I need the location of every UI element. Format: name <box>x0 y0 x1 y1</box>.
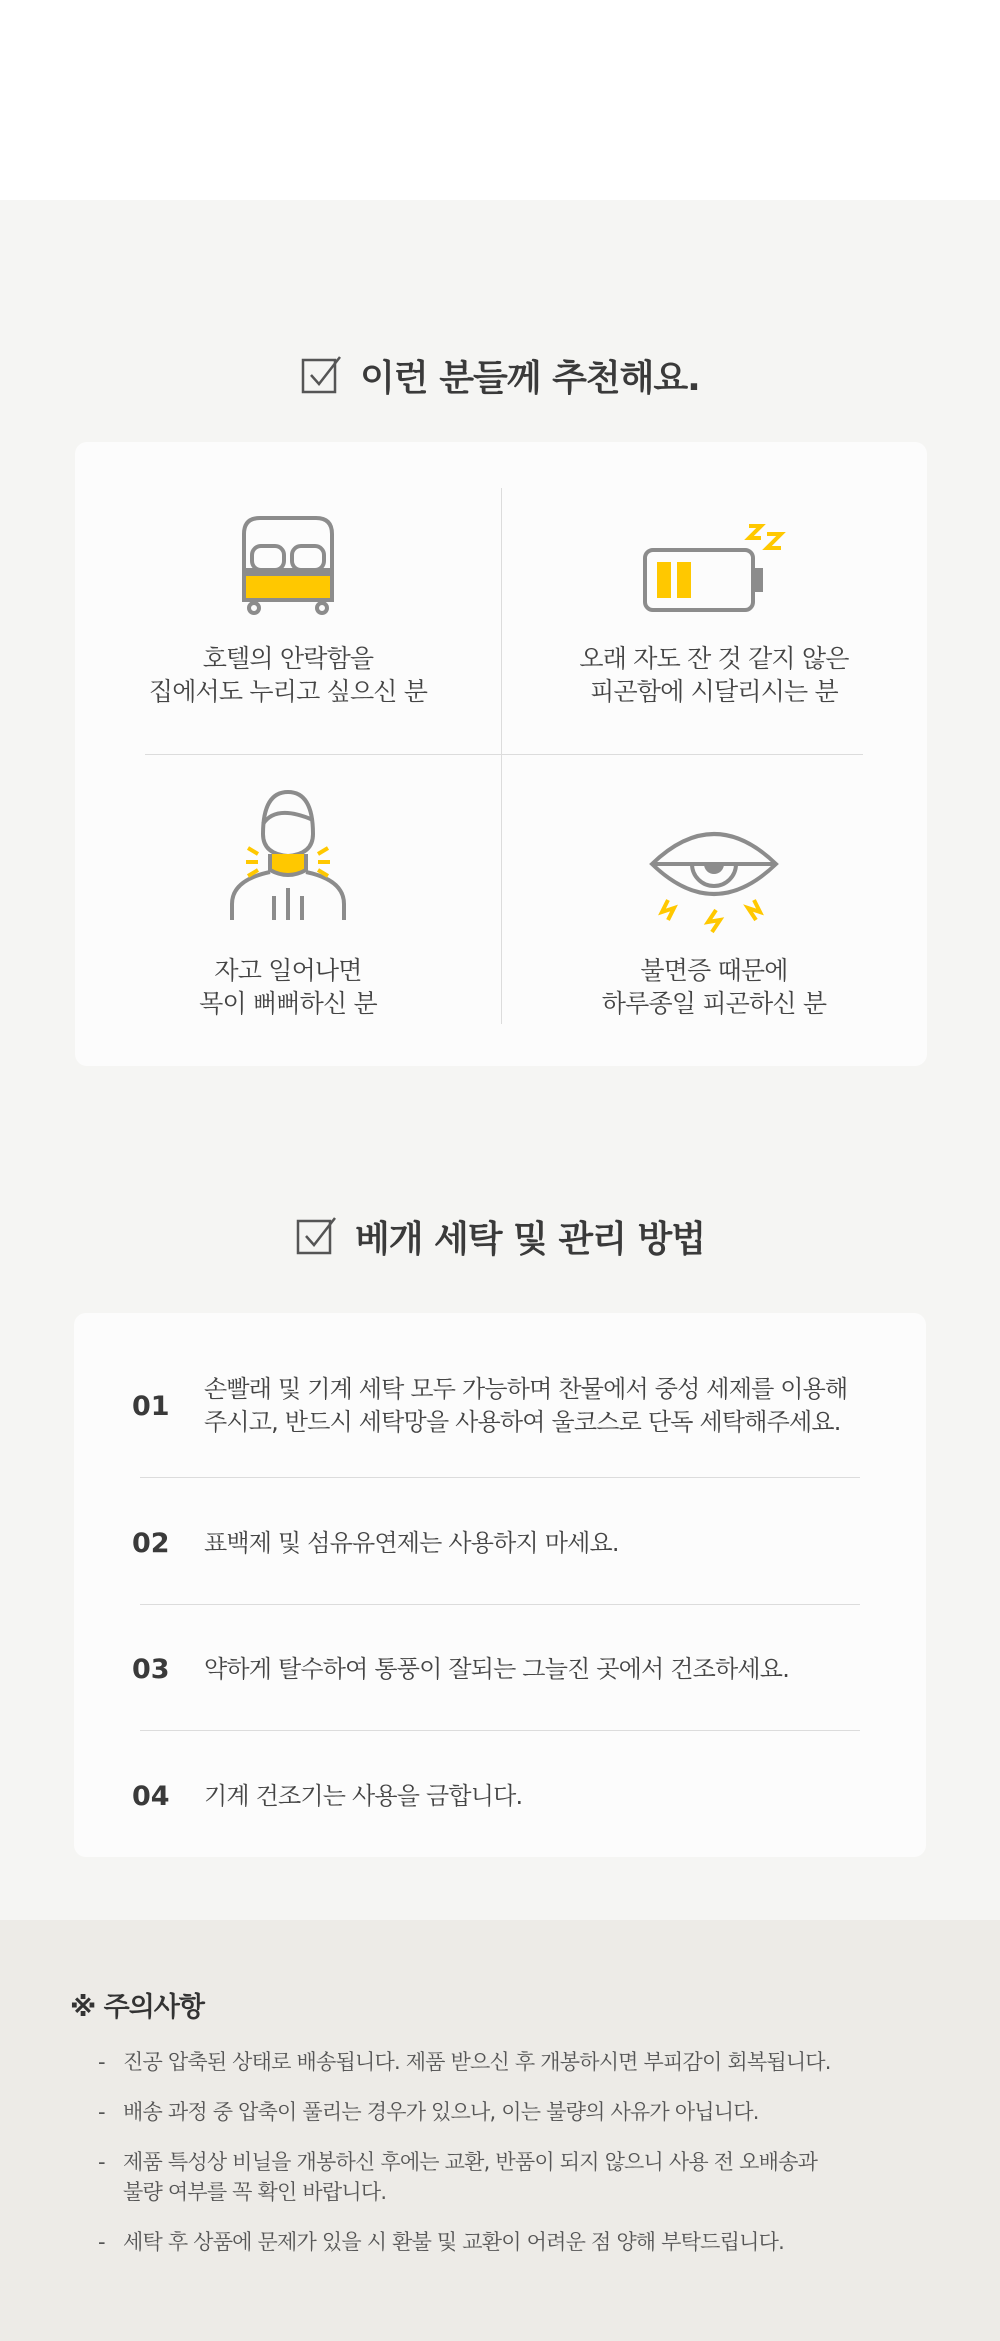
recommend-title <box>0 345 1000 405</box>
care-step-number: 04 <box>132 1780 170 1812</box>
divider <box>140 1604 860 1605</box>
care-title <box>0 1206 1000 1266</box>
care-step <box>74 1649 926 1689</box>
recommend-section <box>0 200 1000 1920</box>
divider <box>140 1730 860 1731</box>
notice-section <box>0 1920 1000 2341</box>
care-title-text: 베개 세탁 및 관리 방법 <box>354 1218 706 1260</box>
notice-item: - 진공 압축된 상태로 배송됩니다. 제품 받으신 후 개봉하시면 부피감이 회복됩니다. <box>98 2047 898 2077</box>
tired-eye-icon <box>644 824 784 934</box>
care-step-number: 02 <box>132 1527 170 1559</box>
care-step-text: 손빨래 및 기계 세탁 모두 가능하며 찬물에서 중성 세제를 이용해 주시고, 반드시 세탁망을 사용하여 울코스로 단독 세탁해주세요. <box>204 1375 848 1436</box>
care-step <box>74 1523 926 1563</box>
low-battery-icon <box>639 520 789 616</box>
notice-item: - 배송 과정 중 압축이 풀리는 경우가 있으나, 이는 불량의 사유가 아닙니다. <box>98 2097 898 2127</box>
recommend-item-text: 오래 자도 잔 것 같지 않은 피곤함에 시달리시는 분 <box>579 644 849 706</box>
recommend-item <box>501 754 927 1066</box>
care-title-wrap <box>0 1206 1000 1266</box>
care-step-text: 약하게 탈수하여 통풍이 잘되는 그늘진 곳에서 건조하세요. <box>204 1654 790 1683</box>
recommend-item-text: 자고 일어나면 목이 뻐뻐하신 분 <box>199 956 377 1018</box>
recommend-item <box>75 754 501 1066</box>
neck-pain-icon <box>218 784 358 924</box>
bed-icon <box>236 512 340 616</box>
care-card <box>74 1313 926 1857</box>
recommend-title-text: 이런 분들께 추천해요. <box>360 357 700 399</box>
care-step-number: 01 <box>132 1390 170 1422</box>
recommend-card <box>75 442 927 1066</box>
recommend-item-text: 불면증 때문에 하루종일 피곤하신 분 <box>601 956 827 1018</box>
notice-title: ※ 주의사항 <box>70 1992 204 2023</box>
care-step-text: 기계 건조기는 사용을 금합니다. <box>204 1781 523 1810</box>
care-step <box>74 1776 926 1816</box>
recommend-item <box>501 442 927 754</box>
top-blank-area <box>0 0 1000 200</box>
checkbox-icon <box>295 1214 339 1258</box>
recommend-item <box>75 442 501 754</box>
notice-item: - 세탁 후 상품에 문제가 있을 시 환불 및 교환이 어려운 점 양해 부탁드립니다. <box>98 2227 898 2257</box>
notice-list <box>98 2047 898 2277</box>
checkbox-icon <box>300 353 344 397</box>
care-step-number: 03 <box>132 1653 170 1685</box>
care-step <box>74 1361 926 1451</box>
notice-item: - 제품 특성상 비닐을 개봉하신 후에는 교환, 반품이 되지 않으니 사용 전 오배송과 불량 여부를 꼭 확인 바랍니다. <box>98 2147 898 2207</box>
divider <box>140 1477 860 1478</box>
recommend-item-text: 호텔의 안락함을 집에서도 누리고 싶으신 분 <box>148 644 428 706</box>
care-step-text: 표백제 및 섬유유연제는 사용하지 마세요. <box>204 1528 619 1557</box>
